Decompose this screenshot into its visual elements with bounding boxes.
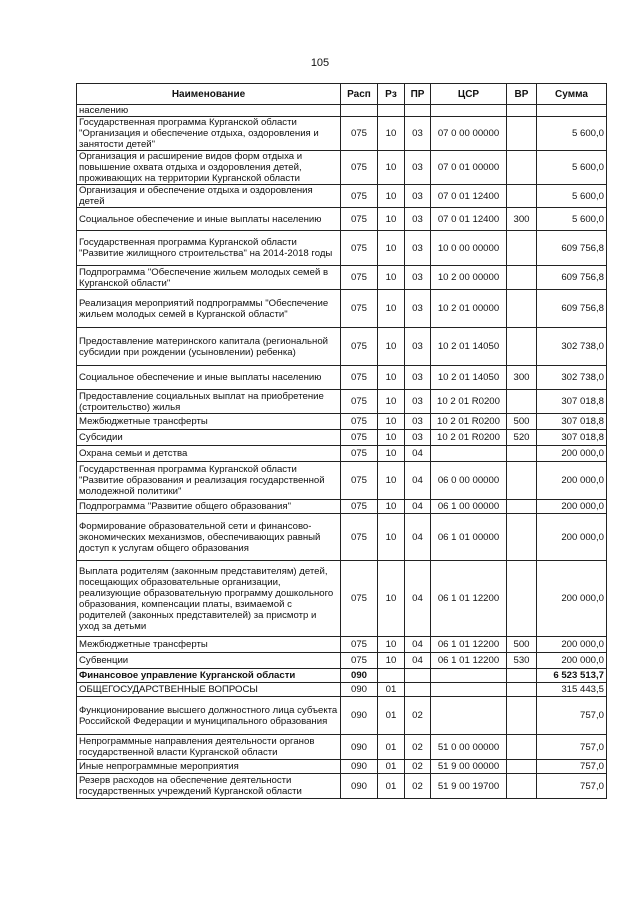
cell-rz: 10: [378, 185, 405, 208]
cell-vr: [507, 117, 537, 151]
header-csr: ЦСР: [431, 84, 507, 105]
cell-vr: [507, 500, 537, 514]
cell-sum: 307 018,8: [537, 414, 607, 430]
table-row: [77, 653, 607, 669]
cell-rz: [378, 105, 405, 117]
table-row: [77, 414, 607, 430]
cell-rasp: 075: [341, 430, 378, 446]
cell-csr: 10 2 01 R0200: [431, 414, 507, 430]
cell-sum: 200 000,0: [537, 653, 607, 669]
table-row: [77, 514, 607, 561]
cell-vr: [507, 735, 537, 760]
cell-sum: 609 756,8: [537, 231, 607, 266]
cell-rz: 01: [378, 683, 405, 697]
cell-sum: 200 000,0: [537, 514, 607, 561]
budget-table: [76, 83, 607, 799]
cell-rasp: 075: [341, 117, 378, 151]
table-row: [77, 117, 607, 151]
table-row: [77, 735, 607, 760]
cell-rz: 01: [378, 760, 405, 774]
cell-pr: 04: [405, 446, 431, 462]
cell-rasp: [341, 105, 378, 117]
cell-csr: 07 0 00 00000: [431, 117, 507, 151]
cell-vr: [507, 185, 537, 208]
cell-csr: 07 0 01 00000: [431, 151, 507, 185]
cell-rasp: 075: [341, 328, 378, 366]
cell-sum: 200 000,0: [537, 500, 607, 514]
cell-vr: [507, 697, 537, 735]
table-row: [77, 151, 607, 185]
table-row: [77, 637, 607, 653]
cell-name: Формирование образовательной сети и финансово-экономических механизмов, обеспечивающих равный доступ к услугам общего образования: [77, 514, 341, 561]
cell-rz: 10: [378, 151, 405, 185]
cell-csr: 06 1 01 12200: [431, 561, 507, 637]
table-row: [77, 774, 607, 799]
header-name: Наименование: [77, 84, 341, 105]
cell-csr: 10 2 01 R0200: [431, 430, 507, 446]
cell-pr: 03: [405, 266, 431, 290]
cell-csr: [431, 446, 507, 462]
cell-rasp: 075: [341, 462, 378, 500]
cell-csr: 06 1 01 12200: [431, 653, 507, 669]
cell-vr: [507, 760, 537, 774]
cell-sum: 307 018,8: [537, 390, 607, 414]
cell-vr: [507, 328, 537, 366]
cell-pr: 04: [405, 500, 431, 514]
cell-csr: 10 0 00 00000: [431, 231, 507, 266]
table-row: [77, 208, 607, 231]
cell-pr: 04: [405, 462, 431, 500]
cell-csr: 06 0 00 00000: [431, 462, 507, 500]
cell-csr: 10 2 01 14050: [431, 328, 507, 366]
cell-csr: 51 0 00 00000: [431, 735, 507, 760]
cell-rz: 01: [378, 774, 405, 799]
header-vr: ВР: [507, 84, 537, 105]
cell-sum: 609 756,8: [537, 266, 607, 290]
table-row: [77, 231, 607, 266]
table-row: [77, 366, 607, 390]
cell-rasp: 075: [341, 500, 378, 514]
cell-name: Непрограммные направления деятельности органов государственной власти Курганской области: [77, 735, 341, 760]
cell-csr: 06 1 01 12200: [431, 637, 507, 653]
table-row: [77, 266, 607, 290]
table-row: [77, 105, 607, 117]
cell-pr: 04: [405, 561, 431, 637]
cell-vr: [507, 105, 537, 117]
cell-rasp: 075: [341, 151, 378, 185]
cell-rasp: 090: [341, 697, 378, 735]
cell-name: Реализация мероприятий подпрограммы "Обеспечение жильем молодых семей в Курганской области": [77, 290, 341, 328]
cell-rasp: 075: [341, 266, 378, 290]
cell-rz: 10: [378, 208, 405, 231]
cell-rz: 10: [378, 117, 405, 151]
cell-rasp: 090: [341, 774, 378, 799]
cell-rz: 10: [378, 328, 405, 366]
cell-rz: 10: [378, 366, 405, 390]
cell-rz: 10: [378, 446, 405, 462]
table-row: [77, 328, 607, 366]
cell-sum: 307 018,8: [537, 430, 607, 446]
cell-sum: 757,0: [537, 774, 607, 799]
cell-rasp: 075: [341, 390, 378, 414]
cell-sum: 302 738,0: [537, 366, 607, 390]
table-row: [77, 669, 607, 683]
header-pr: ПР: [405, 84, 431, 105]
cell-rz: 10: [378, 430, 405, 446]
cell-sum: 200 000,0: [537, 637, 607, 653]
cell-vr: [507, 683, 537, 697]
cell-csr: [431, 105, 507, 117]
cell-vr: [507, 669, 537, 683]
cell-vr: [507, 514, 537, 561]
cell-rasp: 075: [341, 231, 378, 266]
cell-pr: 02: [405, 774, 431, 799]
cell-pr: 03: [405, 117, 431, 151]
cell-pr: 03: [405, 151, 431, 185]
table-row: [77, 446, 607, 462]
cell-sum: 6 523 513,7: [537, 669, 607, 683]
table-row: [77, 500, 607, 514]
cell-csr: [431, 683, 507, 697]
cell-rasp: 075: [341, 366, 378, 390]
cell-pr: 04: [405, 514, 431, 561]
table-header-row: [77, 84, 607, 105]
cell-rz: 10: [378, 561, 405, 637]
cell-pr: [405, 683, 431, 697]
cell-pr: 03: [405, 390, 431, 414]
cell-name: Подпрограмма "Обеспечение жильем молодых семей в Курганской области": [77, 266, 341, 290]
cell-sum: 757,0: [537, 735, 607, 760]
cell-vr: [507, 151, 537, 185]
cell-vr: [507, 231, 537, 266]
cell-vr: 500: [507, 637, 537, 653]
cell-rasp: 075: [341, 637, 378, 653]
cell-vr: [507, 774, 537, 799]
cell-name: Организация и обеспечение отдыха и оздоровления детей: [77, 185, 341, 208]
cell-sum: 200 000,0: [537, 446, 607, 462]
table-row: [77, 430, 607, 446]
header-rz: Рз: [378, 84, 405, 105]
cell-name: Государственная программа Курганской области "Развитие жилищного строительства" на 2014-2018 годы: [77, 231, 341, 266]
cell-name: Иные непрограммные мероприятия: [77, 760, 341, 774]
cell-pr: 03: [405, 414, 431, 430]
cell-rasp: 090: [341, 669, 378, 683]
cell-sum: 315 443,5: [537, 683, 607, 697]
cell-pr: [405, 105, 431, 117]
cell-pr: 03: [405, 430, 431, 446]
cell-rz: 10: [378, 414, 405, 430]
cell-rasp: 075: [341, 185, 378, 208]
cell-rz: 10: [378, 290, 405, 328]
cell-pr: 03: [405, 231, 431, 266]
cell-rasp: 090: [341, 735, 378, 760]
cell-rasp: 075: [341, 446, 378, 462]
cell-pr: 03: [405, 366, 431, 390]
table-row: [77, 462, 607, 500]
cell-name: Охрана семьи и детства: [77, 446, 341, 462]
cell-name: Предоставление социальных выплат на приобретение (строительство) жилья: [77, 390, 341, 414]
cell-rasp: 075: [341, 290, 378, 328]
header-rasp: Расп: [341, 84, 378, 105]
cell-name: Субсидии: [77, 430, 341, 446]
cell-rz: 10: [378, 390, 405, 414]
table-row: [77, 390, 607, 414]
cell-sum: 302 738,0: [537, 328, 607, 366]
cell-sum: 5 600,0: [537, 117, 607, 151]
cell-sum: 200 000,0: [537, 561, 607, 637]
cell-pr: 03: [405, 208, 431, 231]
cell-sum: 200 000,0: [537, 462, 607, 500]
header-sum: Сумма: [537, 84, 607, 105]
cell-sum: 609 756,8: [537, 290, 607, 328]
cell-rasp: 075: [341, 561, 378, 637]
cell-rz: 01: [378, 735, 405, 760]
cell-pr: 04: [405, 653, 431, 669]
cell-rz: 10: [378, 514, 405, 561]
cell-name: Выплата родителям (законным представителям) детей, посещающих образовательные организации, реализующие образовательную программу дошкольного образования, компенсации платы, взимаемой с родителей (законных представителей) за присмотр и уход за детьми: [77, 561, 341, 637]
table-row: [77, 185, 607, 208]
cell-name: Межбюджетные трансферты: [77, 637, 341, 653]
cell-csr: 10 2 01 14050: [431, 366, 507, 390]
cell-name: Социальное обеспечение и иные выплаты населению: [77, 366, 341, 390]
cell-csr: [431, 669, 507, 683]
cell-rasp: 075: [341, 414, 378, 430]
cell-vr: [507, 266, 537, 290]
cell-name: Организация и расширение видов форм отдыха и повышение охвата отдыха и оздоровления детей, проживающих на территории Курганской области: [77, 151, 341, 185]
cell-rasp: 075: [341, 208, 378, 231]
cell-name: Предоставление материнского капитала (региональной субсидии при рождении (усыновлении) ребенка): [77, 328, 341, 366]
cell-vr: [507, 462, 537, 500]
cell-sum: 757,0: [537, 697, 607, 735]
cell-name: Функционирование высшего должностного лица субъекта Российской Федерации и муниципального образования: [77, 697, 341, 735]
cell-pr: 02: [405, 760, 431, 774]
cell-rz: 01: [378, 697, 405, 735]
cell-csr: 10 2 01 R0200: [431, 390, 507, 414]
cell-sum: 757,0: [537, 760, 607, 774]
cell-pr: 03: [405, 185, 431, 208]
cell-vr: 530: [507, 653, 537, 669]
cell-sum: [537, 105, 607, 117]
table-row: [77, 697, 607, 735]
table-row: [77, 561, 607, 637]
cell-rz: 10: [378, 462, 405, 500]
cell-csr: 10 2 00 00000: [431, 266, 507, 290]
cell-vr: 500: [507, 414, 537, 430]
cell-rasp: 090: [341, 760, 378, 774]
cell-csr: 06 1 01 00000: [431, 514, 507, 561]
cell-pr: 03: [405, 290, 431, 328]
table-row: [77, 683, 607, 697]
cell-sum: 5 600,0: [537, 208, 607, 231]
cell-rz: [378, 669, 405, 683]
table-row: [77, 290, 607, 328]
cell-vr: [507, 561, 537, 637]
cell-name: Финансовое управление Курганской области: [77, 669, 341, 683]
cell-pr: 02: [405, 735, 431, 760]
cell-vr: [507, 446, 537, 462]
cell-rz: 10: [378, 637, 405, 653]
cell-csr: 06 1 00 00000: [431, 500, 507, 514]
cell-name: Подпрограмма "Развитие общего образования": [77, 500, 341, 514]
cell-vr: 520: [507, 430, 537, 446]
cell-name: ОБЩЕГОСУДАРСТВЕННЫЕ ВОПРОСЫ: [77, 683, 341, 697]
cell-name: Субвенции: [77, 653, 341, 669]
cell-sum: 5 600,0: [537, 185, 607, 208]
cell-rz: 10: [378, 500, 405, 514]
table-row: [77, 760, 607, 774]
cell-name: Государственная программа Курганской области "Развитие образования и реализация государственной молодежной политики": [77, 462, 341, 500]
cell-sum: 5 600,0: [537, 151, 607, 185]
cell-name: Государственная программа Курганской области "Организация и обеспечение отдыха, оздоровления и занятости детей": [77, 117, 341, 151]
cell-pr: 02: [405, 697, 431, 735]
cell-rasp: 075: [341, 514, 378, 561]
cell-rz: 10: [378, 231, 405, 266]
cell-pr: 04: [405, 637, 431, 653]
cell-csr: 07 0 01 12400: [431, 185, 507, 208]
cell-csr: 51 9 00 19700: [431, 774, 507, 799]
cell-csr: 07 0 01 12400: [431, 208, 507, 231]
cell-vr: 300: [507, 366, 537, 390]
cell-rasp: 075: [341, 653, 378, 669]
cell-vr: [507, 290, 537, 328]
page-number: 105: [310, 57, 330, 69]
cell-rz: 10: [378, 653, 405, 669]
cell-csr: 51 9 00 00000: [431, 760, 507, 774]
cell-name: Межбюджетные трансферты: [77, 414, 341, 430]
cell-rasp: 090: [341, 683, 378, 697]
cell-rz: 10: [378, 266, 405, 290]
cell-csr: [431, 697, 507, 735]
cell-vr: 300: [507, 208, 537, 231]
cell-name: Резерв расходов на обеспечение деятельности государственных учреждений Курганской области: [77, 774, 341, 799]
cell-name: Социальное обеспечение и иные выплаты населению: [77, 208, 341, 231]
cell-csr: 10 2 01 00000: [431, 290, 507, 328]
cell-vr: [507, 390, 537, 414]
cell-pr: 03: [405, 328, 431, 366]
cell-name: населению: [77, 105, 341, 117]
table-body: [77, 105, 607, 799]
cell-pr: [405, 669, 431, 683]
